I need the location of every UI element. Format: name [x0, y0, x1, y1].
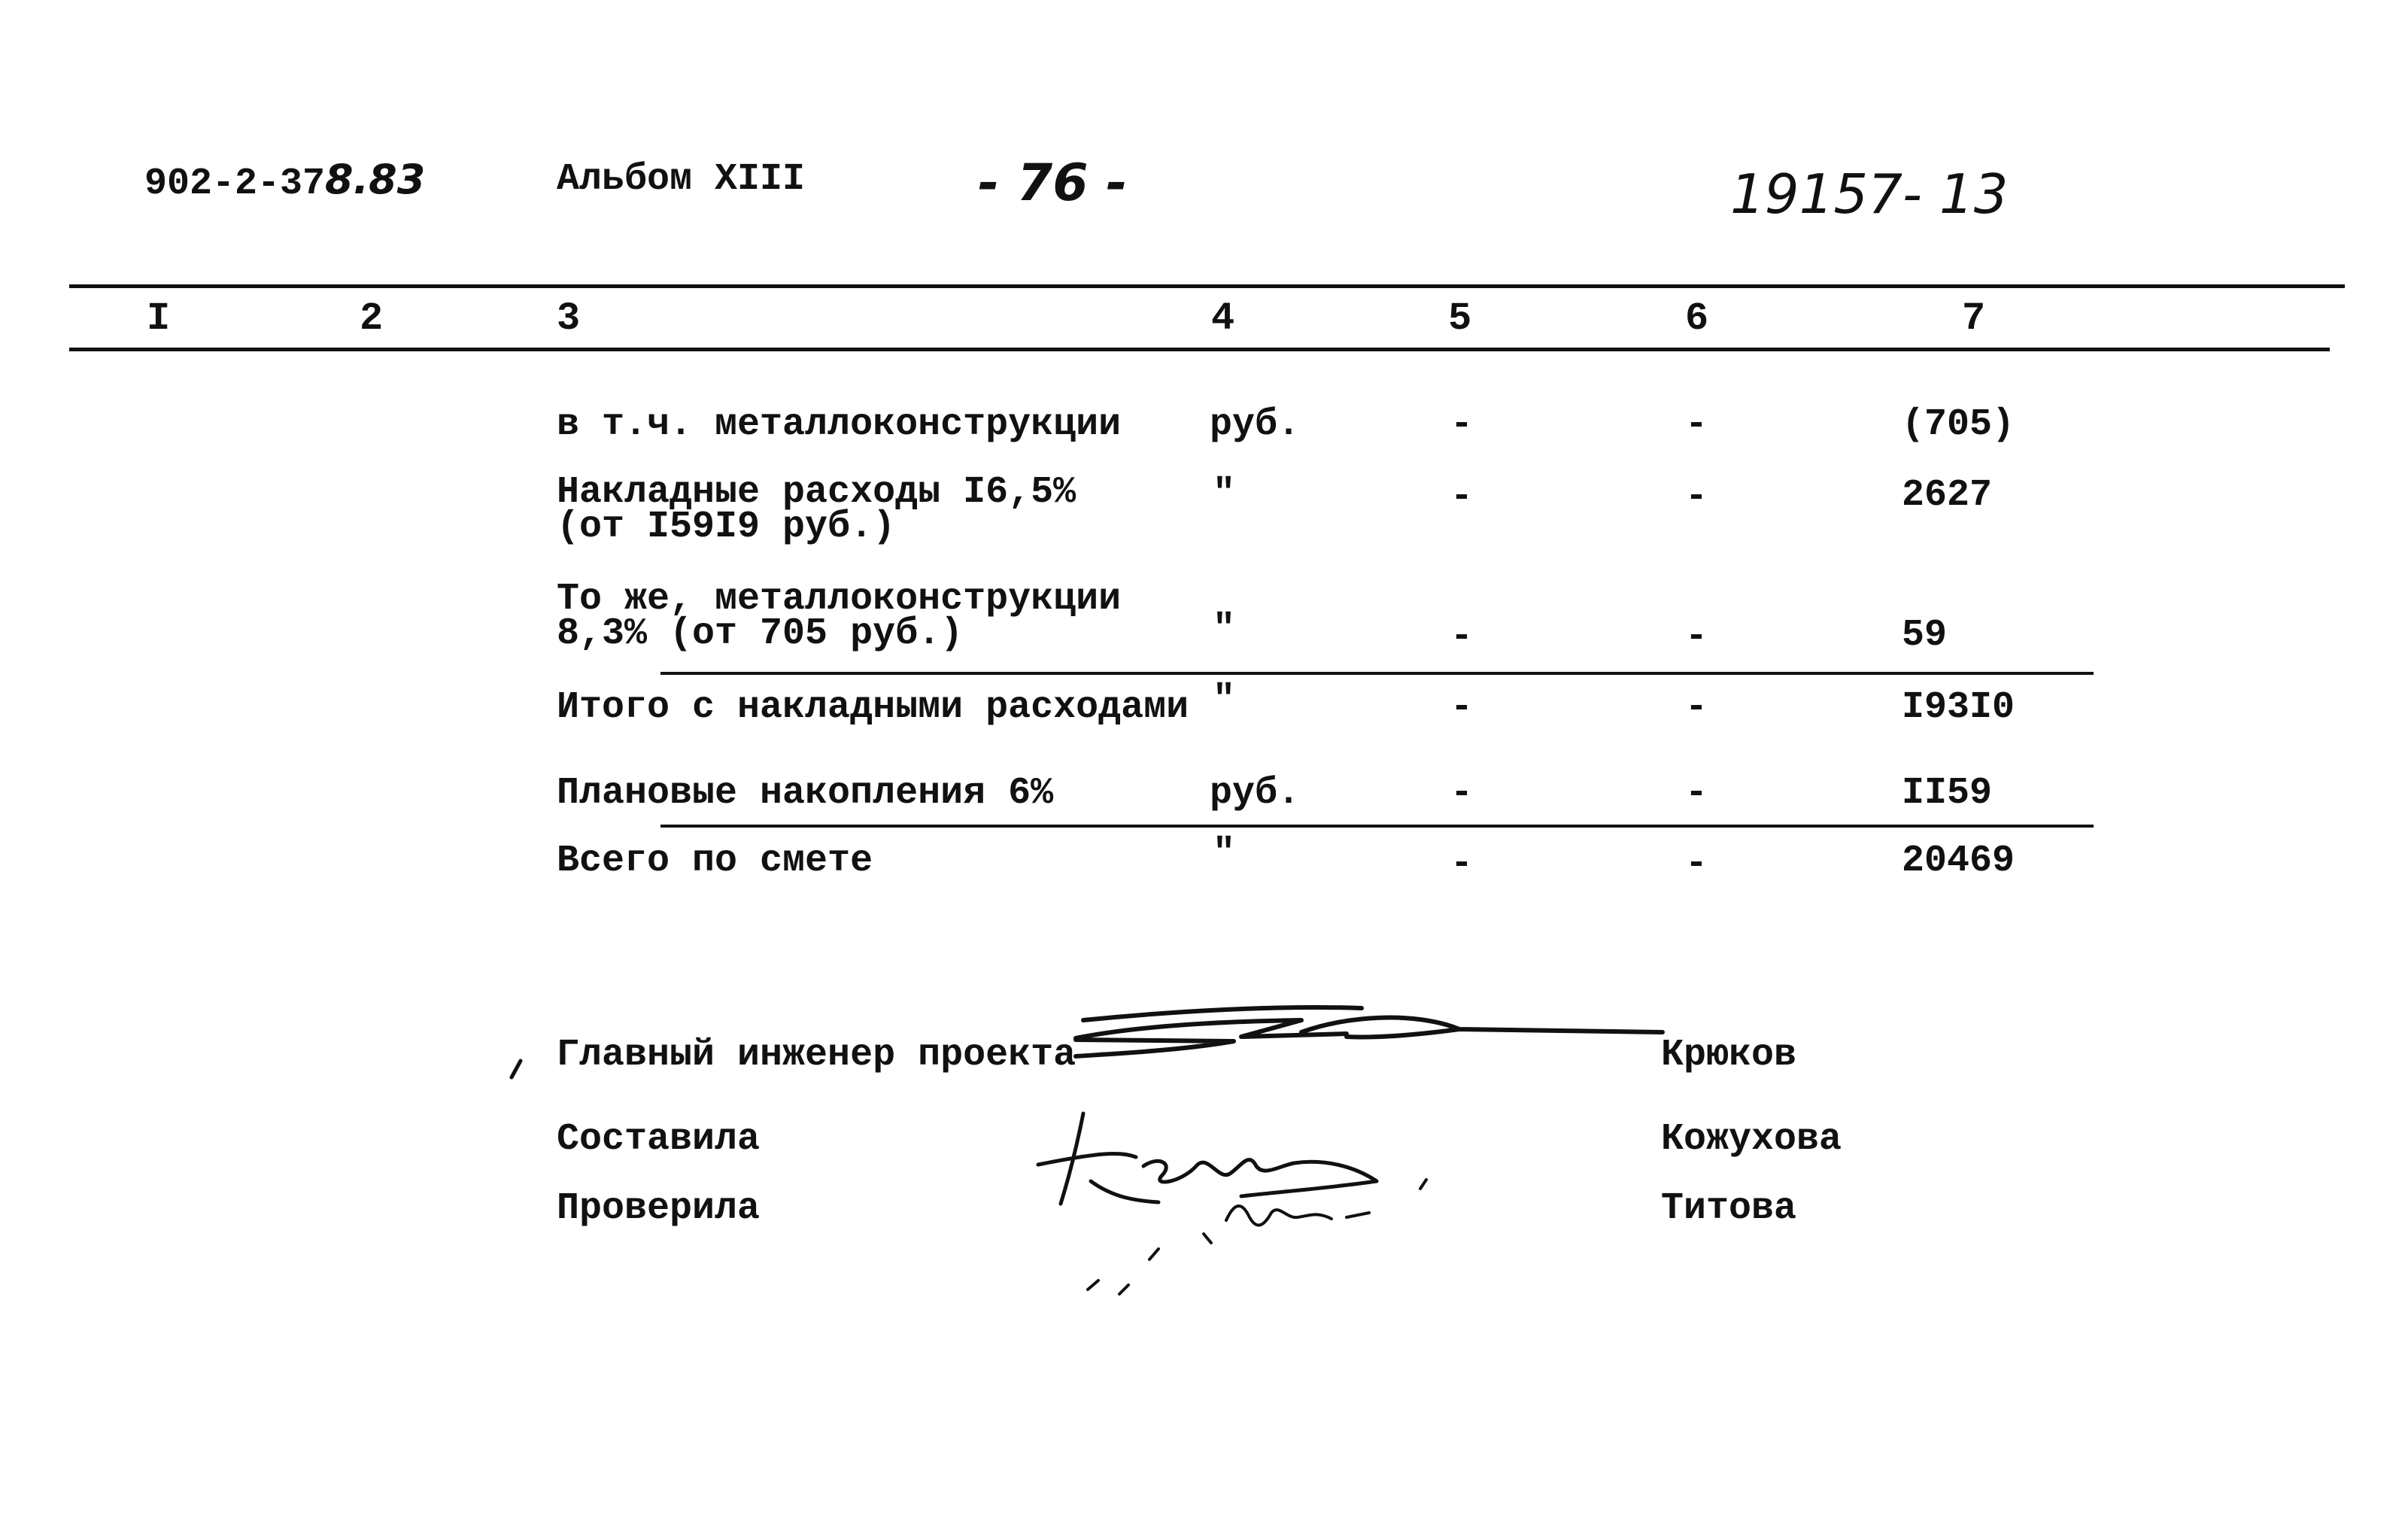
- col-number-5: 5: [1448, 296, 1472, 341]
- signature-name-chief-engineer: Крюков: [1661, 1034, 1797, 1077]
- row-4-col6: -: [1685, 686, 1708, 729]
- col-number-3: 3: [557, 296, 581, 341]
- signature-name-compiled: Кожухова: [1661, 1118, 1842, 1161]
- row-3-name-line-1: То же, металлоконструкции: [557, 578, 1122, 621]
- row-6-col5: -: [1450, 843, 1474, 886]
- row-2-name: [557, 471, 1076, 548]
- row-6-unit: ": [1213, 832, 1236, 875]
- row-2-col7: 2627: [1902, 474, 1993, 517]
- row-3-unit: ": [1213, 608, 1236, 651]
- album-label: Альбом XIII: [557, 158, 806, 201]
- row-4-unit: ": [1213, 679, 1236, 721]
- row-6-col7: 20469: [1902, 840, 2015, 882]
- table-header-bottom-rule: [69, 348, 2330, 351]
- col-number-7: 7: [1962, 296, 1986, 341]
- total-rule: [660, 825, 2094, 828]
- col-number-2: 2: [360, 296, 384, 341]
- row-2-name-line-2: (от I59I9 руб.): [557, 506, 896, 548]
- table-top-rule: [69, 284, 2345, 288]
- row-3-name: [557, 578, 1122, 655]
- row-3-col7: 59: [1902, 614, 1948, 657]
- row-1-unit: руб.: [1210, 403, 1301, 446]
- signature-role-checked: Проверила: [557, 1187, 761, 1230]
- order-number: 19157- 13: [1730, 163, 2009, 226]
- row-2-col5: -: [1450, 475, 1474, 518]
- subtotal-rule: [660, 672, 2094, 675]
- signature-compiled: [1038, 1113, 1377, 1204]
- row-4-col7: I93I0: [1902, 686, 2015, 729]
- signature-chief-engineer: [1076, 1007, 1663, 1056]
- row-5-col7: II59: [1902, 772, 1993, 815]
- row-5-name: Плановые накопления 6%: [557, 772, 1054, 815]
- row-2-unit: ": [1213, 472, 1236, 515]
- signature-role-chief-engineer: Главный инженер проекта: [557, 1034, 1076, 1077]
- row-3-col6: -: [1685, 615, 1708, 658]
- row-4-name: Итого с накладными расходами: [557, 686, 1189, 729]
- doc-code: [144, 156, 426, 205]
- row-1-col6: -: [1685, 403, 1708, 446]
- col-number-1: I: [147, 296, 171, 341]
- row-1-col5: -: [1450, 403, 1474, 446]
- row-5-col6: -: [1685, 772, 1708, 815]
- row-2-name-line-1: Накладные расходы I6,5%: [557, 471, 1076, 514]
- signature-name-checked: Титова: [1661, 1187, 1797, 1230]
- row-3-name-line-2: 8,3% (от 705 руб.): [557, 612, 964, 655]
- row-3-col5: -: [1450, 615, 1474, 658]
- row-6-col6: -: [1685, 843, 1708, 886]
- row-4-col5: -: [1450, 686, 1474, 729]
- row-5-col5: -: [1450, 772, 1474, 815]
- row-5-unit: руб.: [1210, 772, 1301, 815]
- page-number: - 76 -: [978, 153, 1128, 213]
- tick-mark: [512, 1061, 521, 1077]
- signature-checked: [1088, 1180, 1426, 1294]
- handwritten-signatures: [481, 978, 1685, 1309]
- doc-code-printed: 902-2-37: [144, 163, 326, 205]
- row-2-col6: -: [1685, 475, 1708, 518]
- row-1-name: в т.ч. металлоконструкции: [557, 403, 1122, 446]
- row-6-name: Всего по смете: [557, 840, 873, 882]
- doc-code-handwritten: 8.83: [325, 156, 426, 203]
- col-number-4: 4: [1211, 296, 1235, 341]
- row-1-col7: (705): [1902, 403, 2015, 446]
- col-number-6: 6: [1685, 296, 1709, 341]
- signature-role-compiled: Составила: [557, 1118, 761, 1161]
